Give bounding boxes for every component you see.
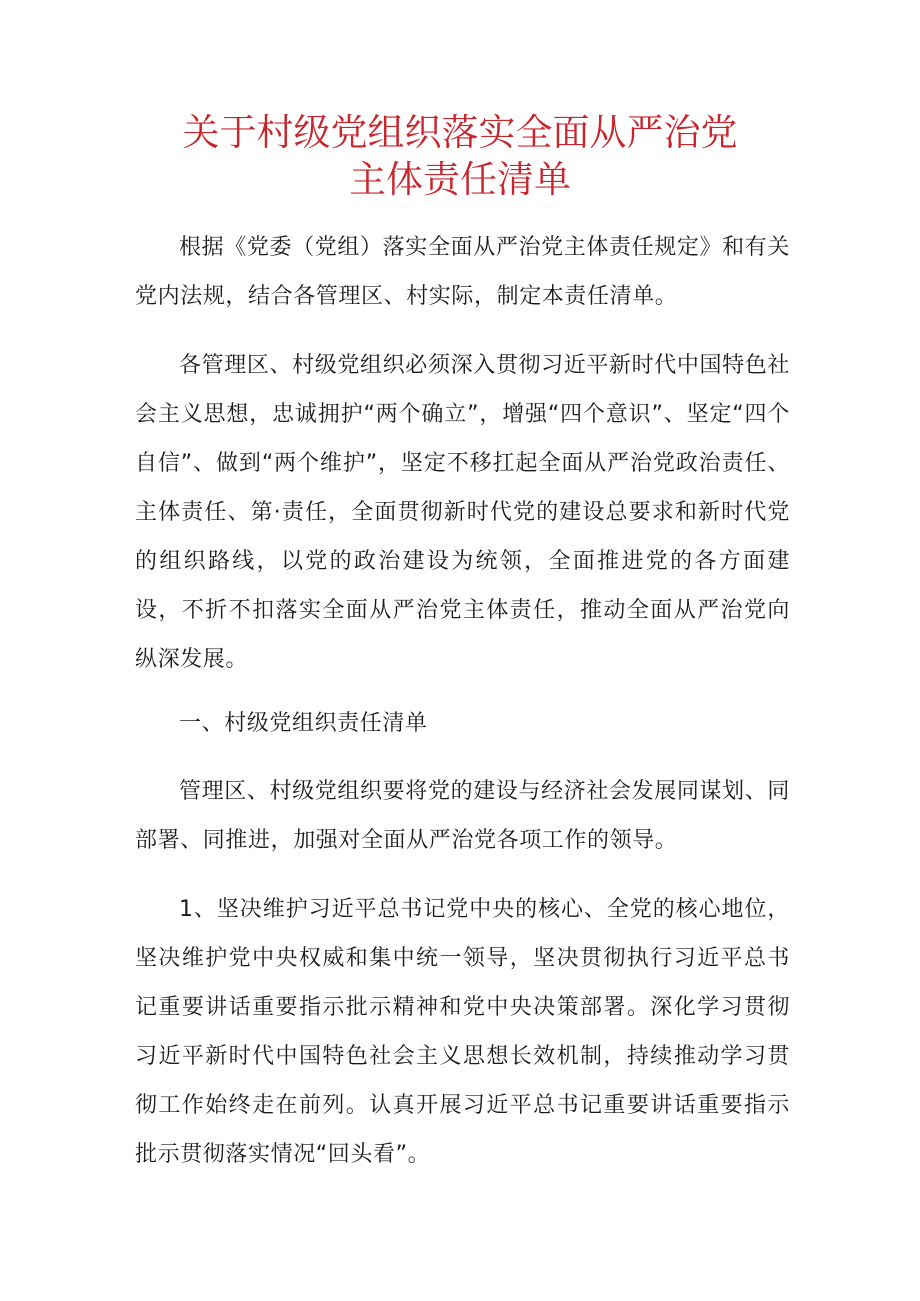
paragraph-requirements: 各管理区、村级党组织必须深入贯彻习近平新时代中国特色社会主义思想，忠诚拥护“两个确立”，增强“四个意识”、坚定“四个自信”、做到“两个维护”，坚定不移扛起全面从严治党政治责任、主体责任、第·责任，全面贯彻新时代党的建设总要求和新时代党的组织路线，以党的政治建设为统领，全面推进党的各方面建设，不折不扣落实全面从严治党主体责任，推动全面从严治党向纵深发展。: [135, 353, 790, 672]
document-title-line-1: 关于村级党组织落实全面从严治党: [182, 111, 738, 154]
paragraph-item-1: 1、坚决维护习近平总书记党中央的核心、全党的核心地位，坚决维护党中央权威和集中统一领导，坚决贯彻执行习近平总书记重要讲话重要指示批示精神和党中央决策部署。深化学习贯彻习近平新时代中国特色社会主义思想长效机制，持续推动学习贯彻工作始终走在前列。认真开展习近平总书记重要讲话重要指示批示贯彻落实情况“回头看”。: [135, 897, 790, 1167]
paragraph-intro: 根据《党委（党组）落实全面从严治党主体责任规定》和有关党内法规，结合各管理区、村实际，制定本责任清单。: [135, 235, 790, 309]
paragraph-section-intro: 管理区、村级党组织要将党的建设与经济社会发展同谋划、同部署、同推进，加强对全面从严治党各项工作的领导。: [135, 779, 790, 853]
document-title-line-2: 主体责任清单: [349, 158, 571, 201]
section-heading: 一、村级党组织责任清单: [179, 711, 428, 736]
